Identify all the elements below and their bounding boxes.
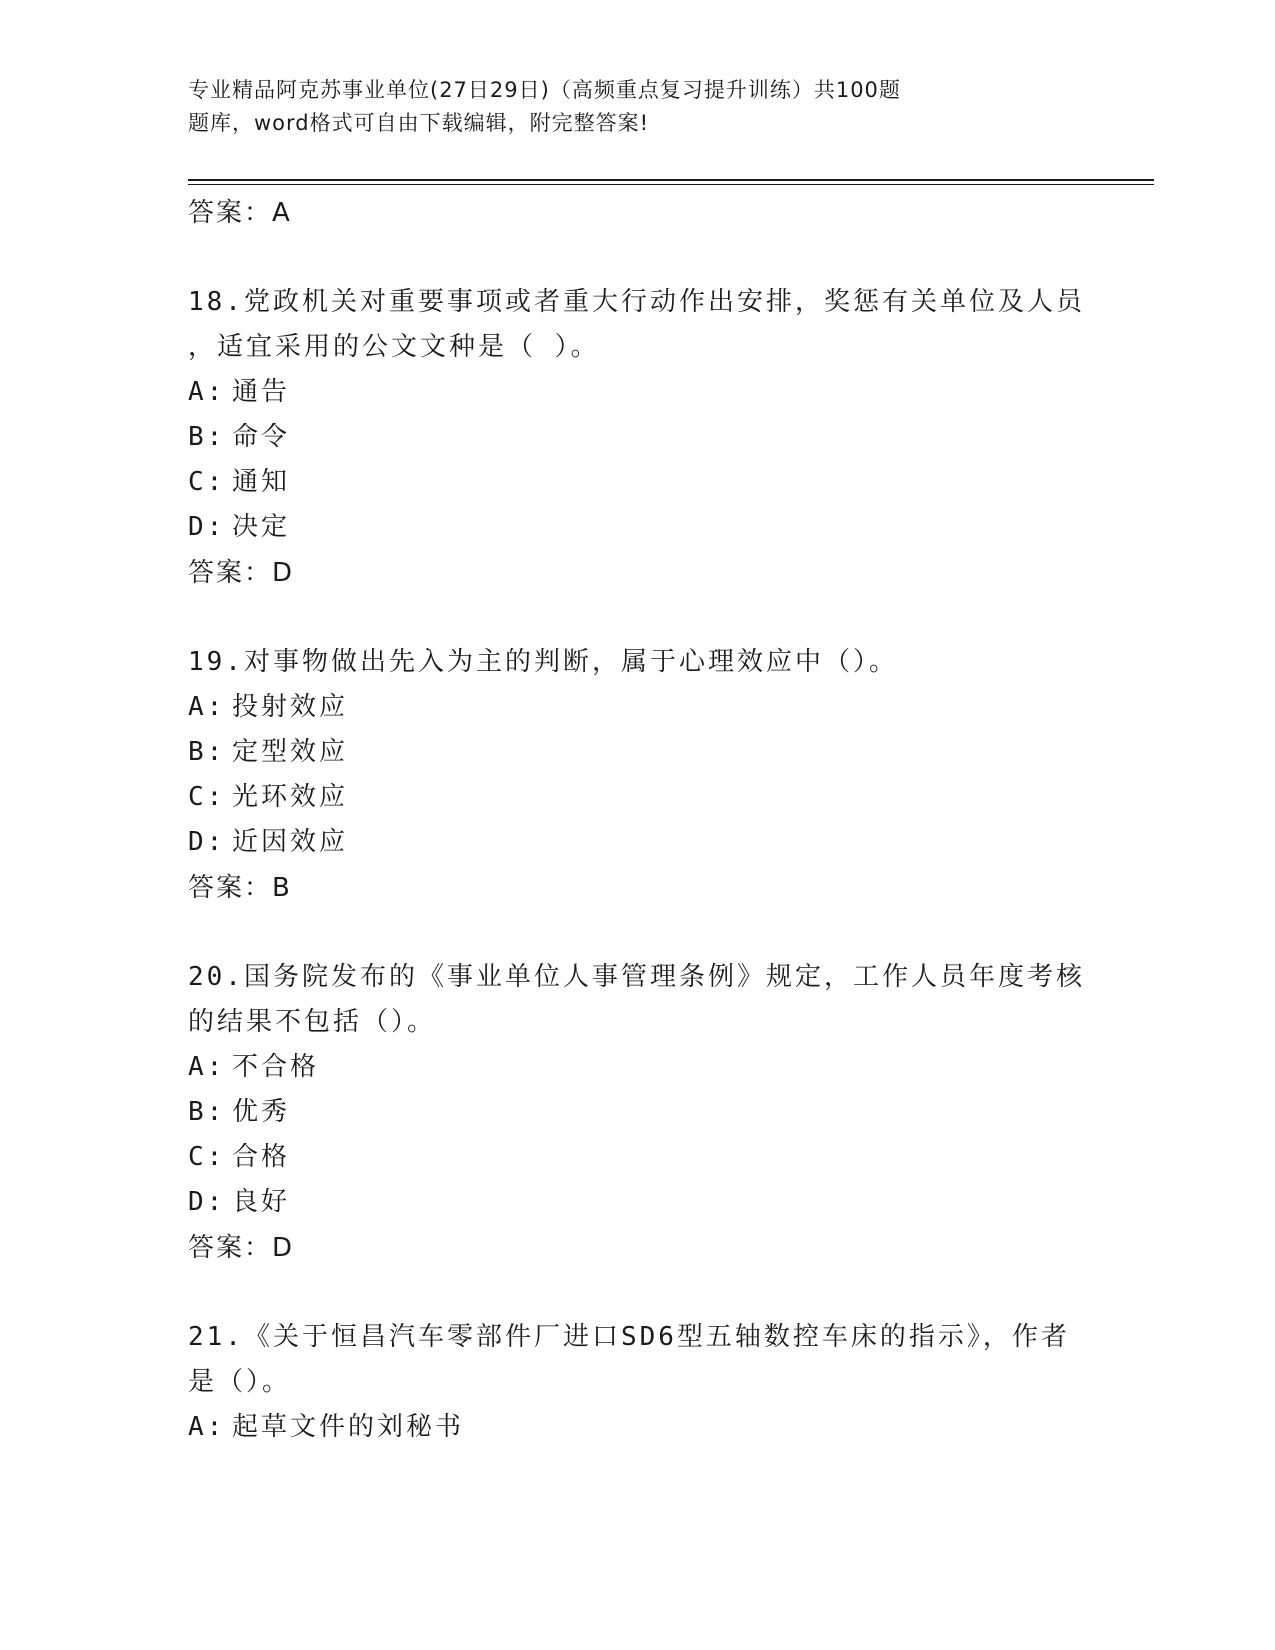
answer-line: 答案：D <box>188 1233 295 1263</box>
option-b <box>188 1090 1088 1135</box>
question-text-line: 19.对事物做出先入为主的判断，属于心理效应中（）。 <box>188 647 898 677</box>
option-letter: A: <box>188 1052 226 1082</box>
option-letter: A: <box>188 692 226 722</box>
question-21 <box>188 1315 1088 1450</box>
option-a <box>188 685 1088 730</box>
question-list <box>188 190 1088 1494</box>
option-letter: B: <box>188 1097 226 1127</box>
option-letter: B: <box>188 737 226 767</box>
option-letter: B: <box>188 422 226 452</box>
question-text-line: 21.《关于恒昌汽车零部件厂进口SD6型五轴数控车床的指示》，作者 <box>188 1322 1070 1352</box>
option-d <box>188 1180 1088 1225</box>
option-letter: D: <box>188 1187 226 1217</box>
option-c <box>188 775 1088 820</box>
answer-line: 答案：A <box>188 198 292 228</box>
option-letter: D: <box>188 512 226 542</box>
question-text <box>188 280 1085 370</box>
option-text: 不合格 <box>232 1052 320 1082</box>
option-text: 良好 <box>232 1187 291 1217</box>
option-text: 决定 <box>232 512 291 542</box>
option-a <box>188 370 1088 415</box>
question-20 <box>188 955 1088 1271</box>
answer-line: 答案：D <box>188 558 295 588</box>
option-a <box>188 1045 1088 1090</box>
option-letter: C: <box>188 782 226 812</box>
option-letter: C: <box>188 1142 226 1172</box>
answer-line: 答案：B <box>188 873 292 903</box>
option-letter: D: <box>188 827 226 857</box>
option-d <box>188 505 1088 550</box>
question-text-line: ，适宜采用的公文文种是（ ）。 <box>188 332 600 362</box>
option-c <box>188 460 1088 505</box>
header-divider-thick <box>188 179 1154 181</box>
option-text: 通知 <box>232 467 291 497</box>
question-text <box>188 955 1085 1045</box>
option-letter: C: <box>188 467 226 497</box>
option-text: 优秀 <box>232 1097 291 1127</box>
question-text-line: 18.党政机关对重要事项或者重大行动作出安排，奖惩有关单位及人员 <box>188 287 1085 317</box>
question-text-line: 20.国务院发布的《事业单位人事管理条例》规定，工作人员年度考核 <box>188 962 1085 992</box>
option-text: 命令 <box>232 422 291 452</box>
option-text: 光环效应 <box>232 782 349 812</box>
option-a <box>188 1405 1088 1450</box>
option-letter: A: <box>188 377 226 407</box>
question-text-line: 的结果不包括（）。 <box>188 1007 437 1037</box>
header-title-line-2: 题库，word格式可自由下载编辑，附完整答案! <box>188 111 650 135</box>
page-header <box>188 74 1008 140</box>
option-text: 近因效应 <box>232 827 349 857</box>
question-text-line: 是（）。 <box>188 1367 292 1397</box>
question-19 <box>188 640 1088 911</box>
header-title-line-1: 专业精品阿克苏事业单位(27日29日)（高频重点复习提升训练）共100题 <box>188 78 901 102</box>
header-divider-thin <box>188 184 1154 185</box>
option-letter: A: <box>188 1412 226 1442</box>
question-18 <box>188 280 1088 596</box>
option-text: 合格 <box>232 1142 291 1172</box>
option-text: 起草文件的刘秘书 <box>232 1412 465 1442</box>
option-b <box>188 730 1088 775</box>
option-c <box>188 1135 1088 1180</box>
option-text: 通告 <box>232 377 291 407</box>
option-d <box>188 820 1088 865</box>
option-text: 投射效应 <box>232 692 349 722</box>
option-b <box>188 415 1088 460</box>
question-text <box>188 1315 1068 1405</box>
question-text <box>188 640 1068 685</box>
option-text: 定型效应 <box>232 737 349 767</box>
